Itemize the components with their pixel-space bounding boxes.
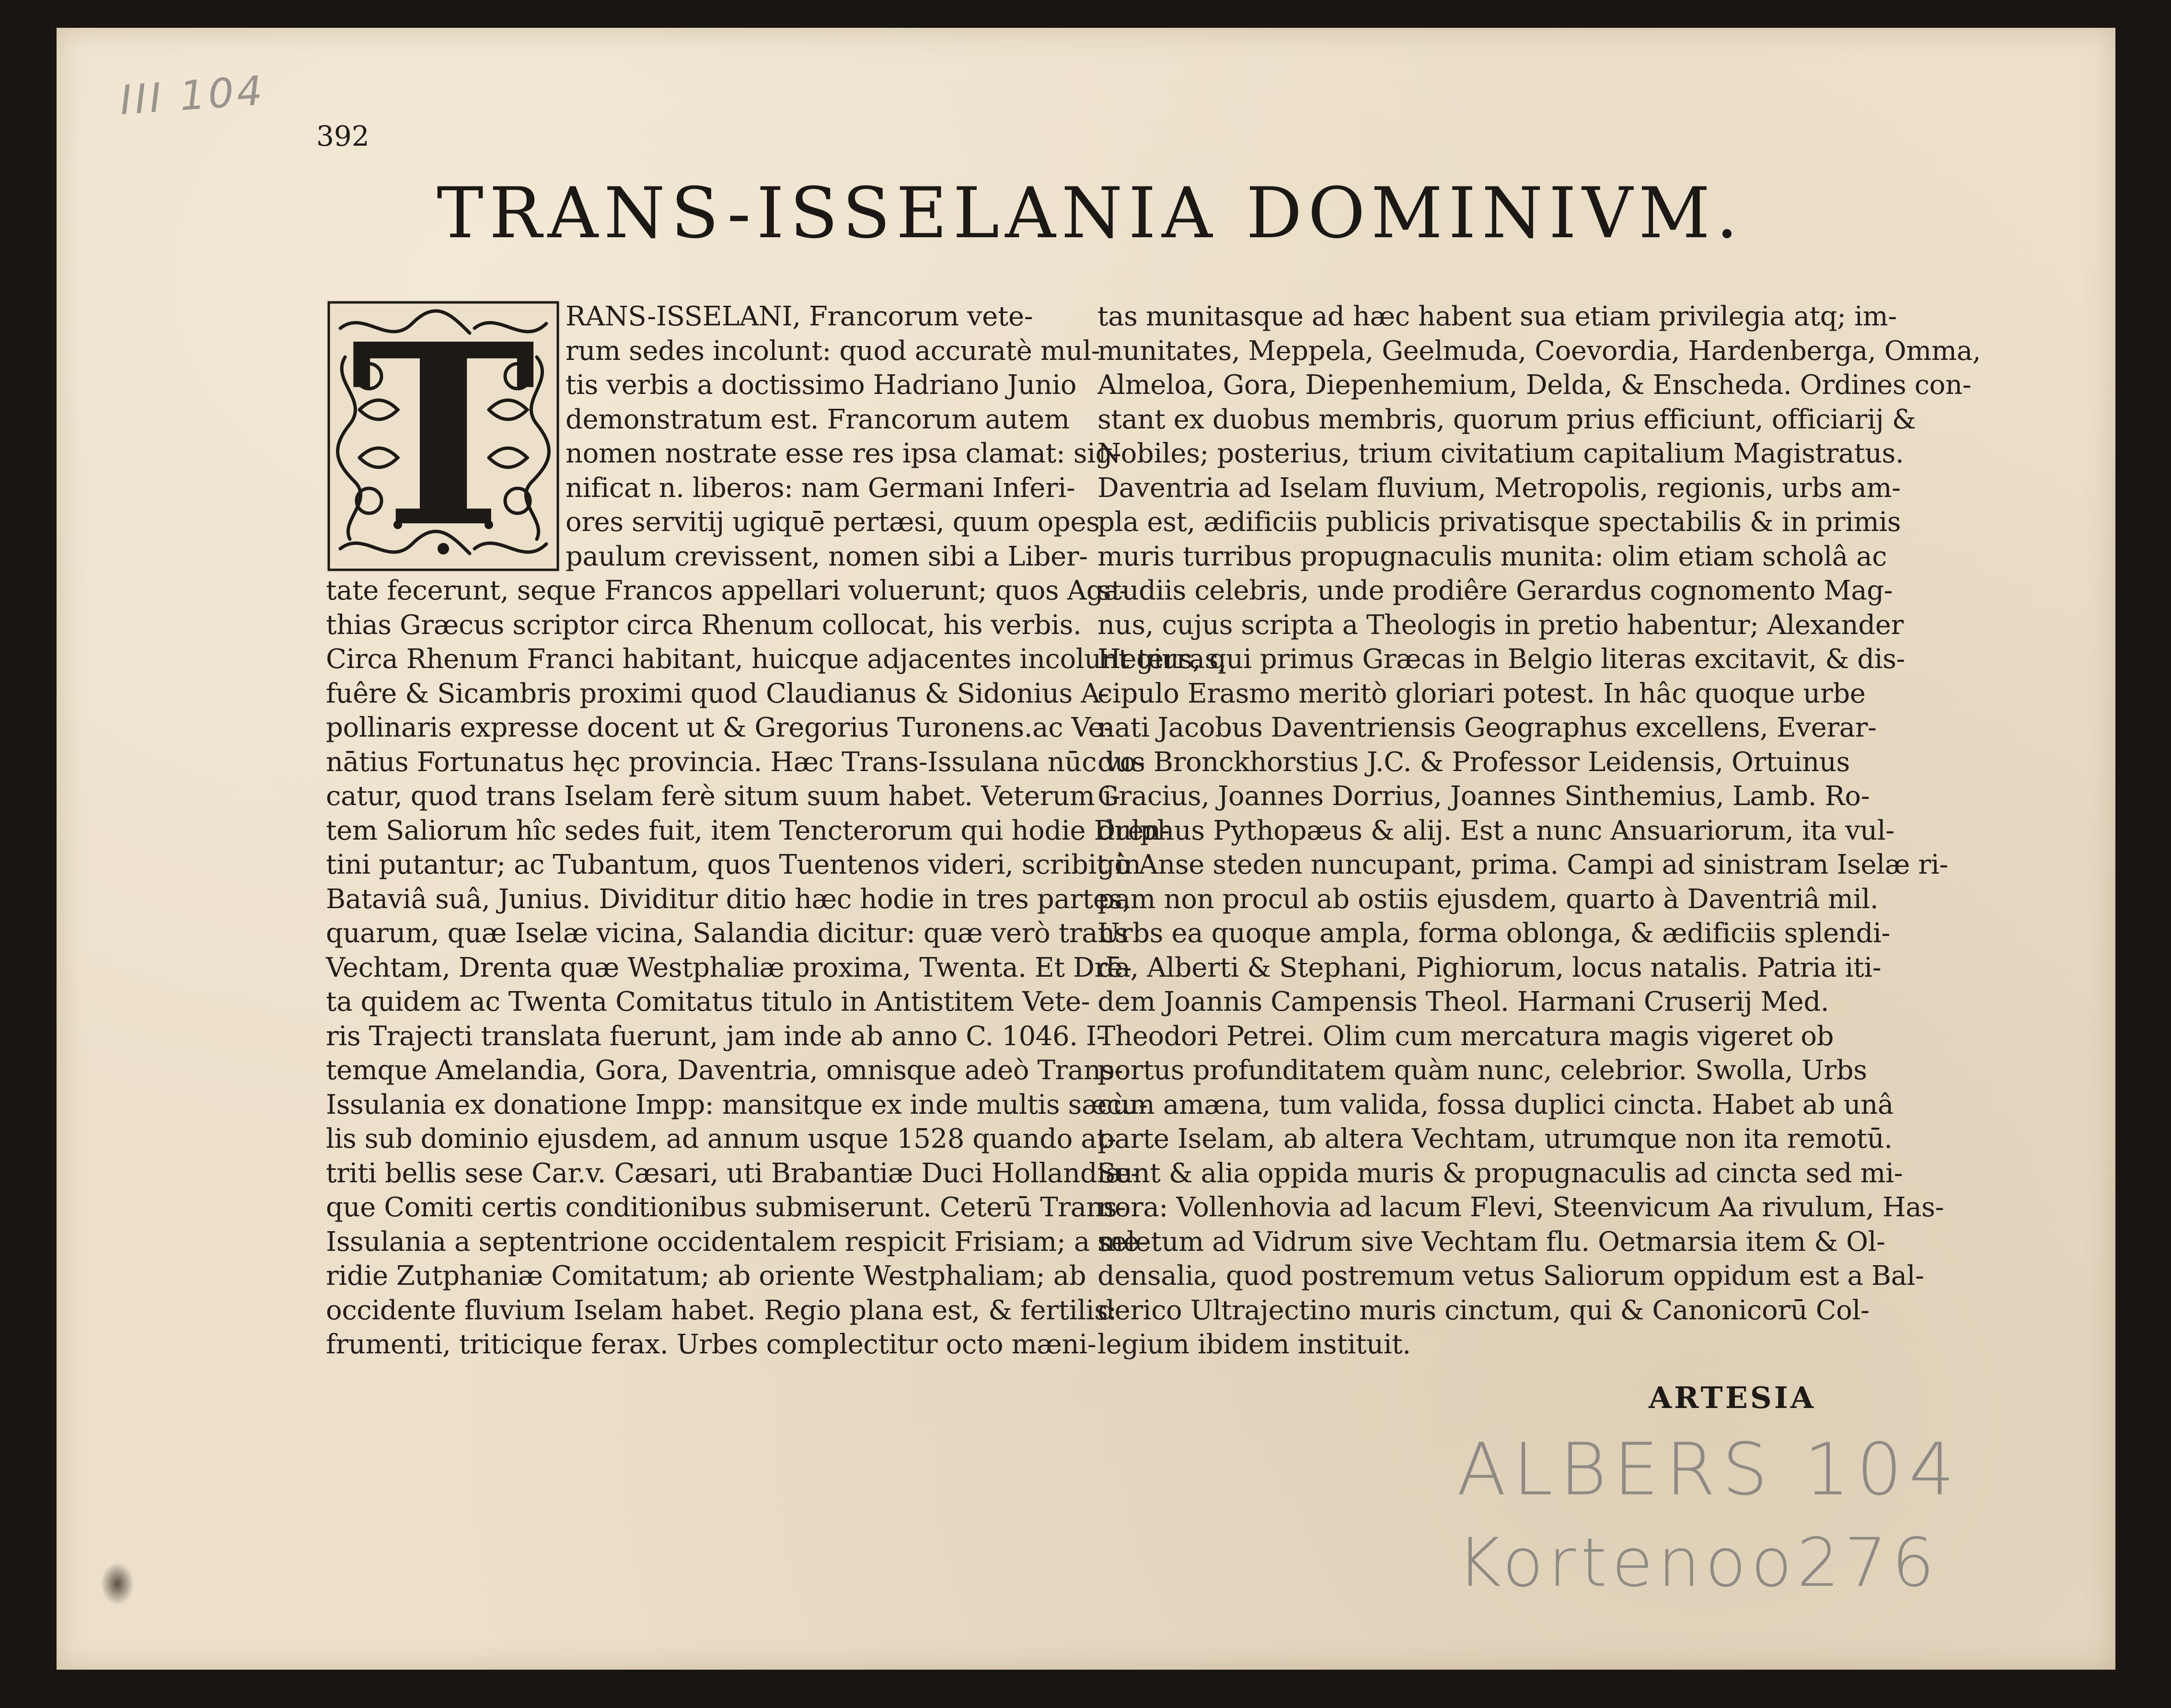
text-line: dus Bronckhorstius J.C. & Professor Leidensis, Ortuinus [1097,746,1850,778]
text-line: triti bellis sese Car.v. Cæsari, uti Brabantiæ Duci Hollandiæ- [326,1157,1140,1189]
text-line: Theodori Petrei. Olim cum mercatura magis vigeret ob [1097,1020,1834,1052]
text-line: Nobiles; posterius, trium civitatium capitalium Magistratus. [1097,438,1904,469]
text-line: legium ibidem instituit. [1097,1329,1411,1360]
text-line: nomen nostrate esse res ipsa clamat: sig- [566,438,1121,469]
text-line: Issulania ex donatione Impp: mansitque ex inde multis sæcu- [326,1089,1148,1120]
right-text-column [1097,300,1981,1362]
text-line: da, Alberti & Stephani, Pighiorum, locus natalis. Patria iti- [1097,952,1882,983]
pencil-note-kortenoo: Kortenoo276 [1457,1524,1940,1602]
text-line: que Comiti certis conditionibus submiserunt. Ceterū Trans- [326,1192,1126,1223]
text-line: Gracius, Joannes Dorrius, Joannes Sinthemius, Lamb. Ro- [1097,781,1870,812]
text-line: Bataviâ suâ, Junius. Dividitur ditio hæc hodie in tres partes, [326,883,1131,915]
text-line: lis sub dominio ejusdem, ad annum usque 1528 quando at- [326,1123,1116,1154]
text-line: derico Ultrajectino muris cinctum, qui & Canonicorū Col- [1097,1294,1870,1326]
text-line: pam non procul ab ostiis ejusdem, quarto à Daventriâ mil. [1097,883,1879,915]
text-line: Almeloa, Gora, Diepenhemium, Delda, & Enscheda. Ordines con- [1097,369,1972,401]
text-line: Circa Rhenum Franci habitant, huicque adjacentes incolunt terras, [326,644,1227,675]
catchword: ARTESIA [1649,1380,1816,1415]
text-line: thias Græcus scriptor circa Rhenum collocat, his verbis. [326,609,1082,641]
text-line: gò Anse steden nuncupant, prima. Campi ad sinistram Iselæ ri- [1097,849,1948,880]
text-line: Urbs ea quoque ampla, forma oblonga, & ædificiis splendi- [1097,918,1890,949]
text-line: studiis celebris, unde prodiêre Gerardus cognomento Mag- [1097,575,1893,606]
text-line: cipulo Erasmo meritò gloriari potest. In hâc quoque urbe [1097,678,1866,709]
text-line: RANS-ISSELANI, Francorum vete- [566,301,1033,332]
text-line: quarum, quæ Iselæ vicina, Salandia dicitur: quæ verò trans [326,918,1129,949]
text-line: stant ex duobus membris, quorum prius efficiunt, officiarij & [1097,404,1916,435]
text-line: ris Trajecti translata fuerunt, jam inde ab anno C. 1046. I- [326,1020,1106,1052]
text-line: catur, quod trans Iselam ferè situm suum habet. Veterum i- [326,781,1120,812]
text-line: tate fecerunt, seque Francos appellari voluerunt; quos Aga- [326,575,1128,606]
text-line: nus, cujus scripta a Theologis in pretio habentur; Alexander [1097,609,1904,641]
text-line: fuêre & Sicambris proximi quod Claudianus & Sidonius A- [326,678,1109,709]
text-line: muris turribus propugnaculis munita: olim etiam scholâ ac [1097,541,1887,572]
text-line: pla est, ædificiis publicis privatisque spectabilis & in primis [1097,507,1901,538]
text-line: portus profunditatem quàm nunc, celebrior. Swolla, Urbs [1097,1055,1867,1086]
text-line: Vechtam, Drenta quæ Westphaliæ proxima, Twenta. Et Drē- [326,952,1132,983]
text-line: occidente fluvium Iselam habet. Regio plana est, & fertilis: [326,1294,1117,1326]
text-line: nora: Vollenhovia ad lacum Flevi, Steenvicum Aa rivulum, Has- [1097,1192,1944,1223]
text-line: nificat n. liberos: nam Germani Inferi- [566,472,1075,504]
text-line: Sunt & alia oppida muris & propugnaculis ad cincta sed mi- [1097,1157,1903,1189]
text-line: tini putantur; ac Tubantum, quos Tuentenos videri, scribit in [326,849,1141,880]
text-line: pollinaris expresse docent ut & Gregorius Turonens.ac Ve- [326,712,1113,743]
text-line: nati Jacobus Daventriensis Geographus excellens, Everar- [1097,712,1877,743]
text-line: tas munitasque ad hæc habent sua etiam privilegia atq; im- [1097,301,1897,332]
text-line: seletum ad Vidrum sive Vechtam flu. Oetmarsia item & Ol- [1097,1226,1885,1258]
text-line: Hegius, qui primus Græcas in Belgio literas excitavit, & dis- [1097,644,1905,675]
page-title: TRANS-ISSELANIA DOMINIVM. [437,173,1744,254]
text-line: Issulania a septentrione occidentalem respicit Frisiam; a me- [326,1226,1148,1258]
text-line: tis verbis a doctissimo Hadriano Junio [566,369,1077,401]
text-line: ta quidem ac Twenta Comitatus titulo in Antistitem Vete- [326,986,1090,1017]
decorated-initial [326,289,561,582]
pencil-note-top: III 104 [118,67,267,124]
text-line: tem Saliorum hîc sedes fuit, item Tencterorum qui hodie Dren- [326,815,1170,846]
text-line: dem Joannis Campensis Theol. Harmani Cruserij Med. [1097,986,1829,1017]
page-number: 392 [316,120,370,152]
text-line: temque Amelandia, Gora, Daventria, omnisque adeò Trans- [326,1055,1123,1086]
text-line: nātius Fortunatus hęc provincia. Hæc Trans-Issulana nūc vo- [326,746,1145,778]
text-line: munitates, Meppela, Geelmuda, Coevordia, Hardenberga, Omma, [1097,335,1981,367]
text-line: paulum crevissent, nomen sibi a Liber- [566,541,1088,572]
text-line: Daventria ad Iselam fluvium, Metropolis, regionis, urbs am- [1097,472,1901,504]
text-line: rum sedes incolunt: quod accuratè mul- [566,335,1100,367]
ink-stain [101,1562,134,1605]
text-line: parte Iselam, ab altera Vechtam, utrumque non ita remotū. [1097,1123,1893,1154]
text-line: demonstratum est. Francorum autem [566,404,1070,435]
pencil-note-albers: ALBERS 104 [1457,1428,1962,1512]
text-line: dulphus Pythopæus & alij. Est a nunc Ansuariorum, ita vul- [1097,815,1894,846]
text-line: densalia, quod postremum vetus Saliorum oppidum est a Bal- [1097,1260,1924,1292]
text-line: ores servitij ugiquē pertæsi, quum opes [566,507,1100,538]
text-line: ridie Zutphaniæ Comitatum; ab oriente Westphaliam; ab [326,1260,1086,1292]
text-line: cùm amæna, tum valida, fossa duplici cincta. Habet ab unâ [1097,1089,1894,1120]
text-line: frumenti, triticique ferax. Urbes complectitur octo mæni- [326,1329,1097,1360]
initial-letter: T [350,289,536,582]
